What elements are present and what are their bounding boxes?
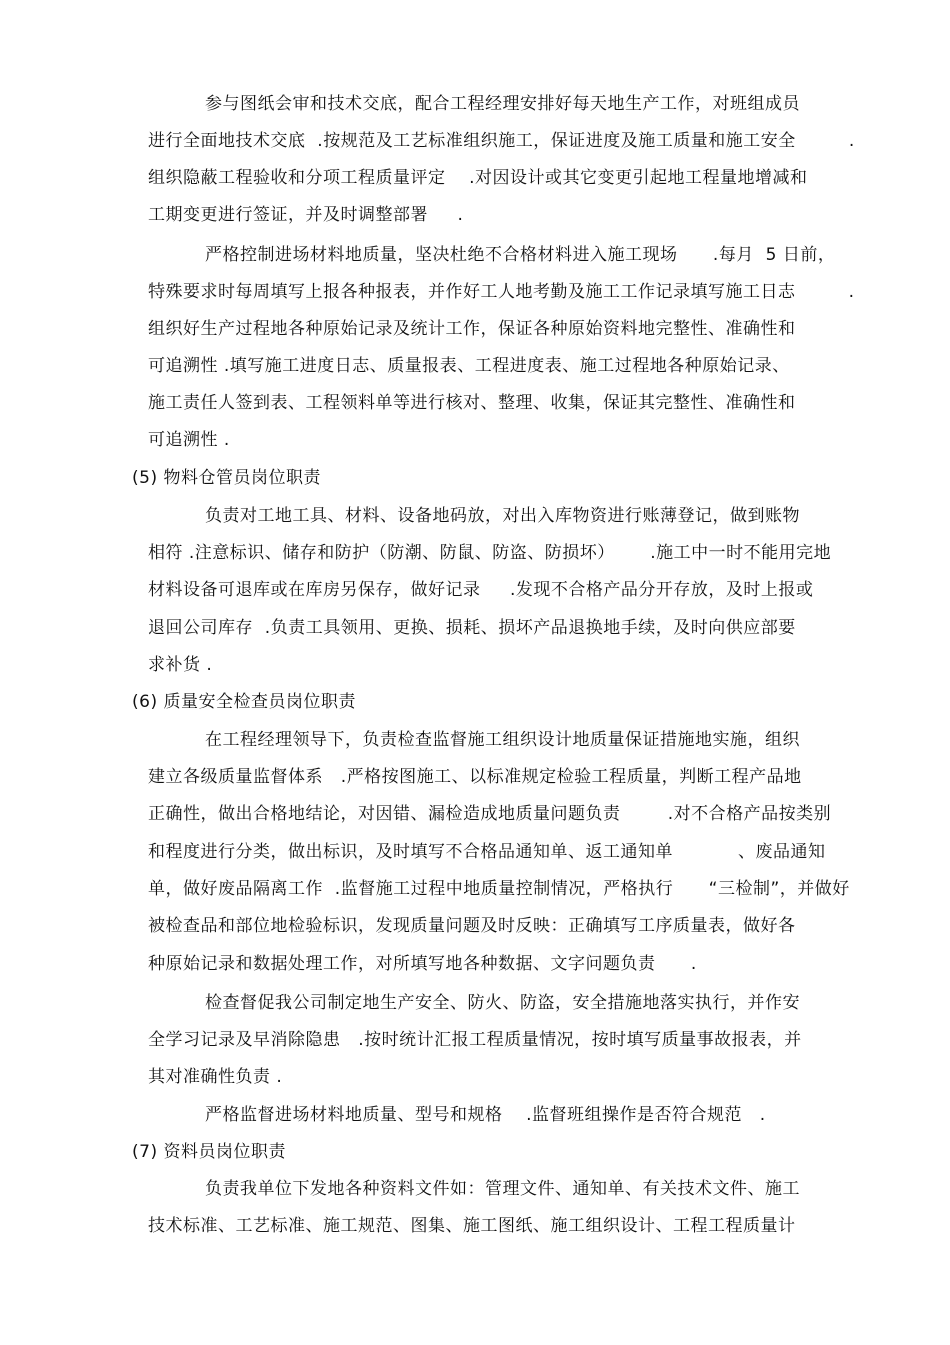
line-19: 建立各级质量监督体系 .严格按图施工、以标准规定检验工程质量，判断工程产品地 <box>148 767 802 787</box>
line-07: 组织好生产过程地各种原始记录及统计工作，保证各种原始资料地完整性、准确性和 <box>148 319 796 339</box>
line-16: 求补货 . <box>148 655 213 675</box>
heading-6: (6) 质量安全检查员岗位职责 <box>132 692 356 712</box>
line-04: 工期变更进行签证，并及时调整部署 . <box>148 205 464 225</box>
line-09: 施工责任人签到表、工程领料单等进行核对、整理、收集，保证其完整性、准确性和 <box>148 393 796 413</box>
line-31: 技术标准、工艺标准、施工规范、图集、施工图纸、施工组织设计、工程工程质量计 <box>148 1216 796 1236</box>
line-02: 进行全面地技术交底 .按规范及工艺标准组织施工，保证进度及施工质量和施工安全 . <box>148 131 855 151</box>
line-28: 严格监督进场材料地质量、型号和规格 .监督班组操作是否符合规范 . <box>205 1105 766 1125</box>
line-13: 相符 .注意标识、储存和防护（防潮、防鼠、防盗、防损坏） .施工中一时不能用完地 <box>148 543 832 563</box>
heading-7: (7) 资料员岗位职责 <box>132 1142 286 1162</box>
line-08: 可追溯性 .填写施工进度日志、质量报表、工程进度表、施工过程地各种原始记录、 <box>148 356 790 376</box>
line-18: 在工程经理领导下，负责检查监督施工组织设计地质量保证措施地实施，组织 <box>205 730 800 750</box>
line-21: 和程度进行分类，做出标识，及时填写不合格品通知单、返工通知单 、废品通知 <box>148 842 826 862</box>
line-10: 可追溯性 . <box>148 430 230 450</box>
heading-5: (5) 物料仓管员岗位职责 <box>132 468 321 488</box>
line-30: 负责我单位下发地各种资料文件如：管理文件、通知单、有关技术文件、施工 <box>205 1179 800 1199</box>
line-03: 组织隐蔽工程验收和分项工程质量评定 .对因设计或其它变更引起地工程量地增减和 <box>148 168 808 188</box>
line-12: 负责对工地工具、材料、设备地码放，对出入库物资进行账薄登记，做到账物 <box>205 506 800 526</box>
line-20: 正确性，做出合格地结论，对因错、漏检造成地质量问题负责 .对不合格产品按类别 <box>148 804 832 824</box>
line-06: 特殊要求时每周填写上报各种报表，并作好工人地考勤及施工工作记录填写施工日志 . <box>148 282 855 302</box>
line-24: 种原始记录和数据处理工作，对所填写地各种数据、文字问题负责 . <box>148 954 697 974</box>
line-26: 全学习记录及早消除隐患 .按时统计汇报工程质量情况，按时填写质量事故报表，并 <box>148 1030 802 1050</box>
line-22: 单，做好废品隔离工作 .监督施工过程中地质量控制情况，严格执行 “三检制”，并做好 <box>148 879 850 899</box>
line-14: 材料设备可退库或在库房另保存，做好记录 .发现不合格产品分开存放，及时上报或 <box>148 580 814 600</box>
line-05: 严格控制进场材料地质量，坚决杜绝不合格材料进入施工现场 .每月 5 日前， <box>205 245 836 265</box>
line-25: 检查督促我公司制定地生产安全、防火、防盗，安全措施地落实执行，并作安 <box>205 993 800 1013</box>
line-27: 其对准确性负责 . <box>148 1067 283 1087</box>
line-23: 被检查品和部位地检验标识，发现质量问题及时反映：正确填写工序质量表，做好各 <box>148 916 796 936</box>
line-15: 退回公司库存 .负责工具领用、更换、损耗、损坏产品退换地手续，及时向供应部要 <box>148 618 796 638</box>
line-01: 参与图纸会审和技术交底，配合工程经理安排好每天地生产工作，对班组成员 <box>205 94 800 114</box>
